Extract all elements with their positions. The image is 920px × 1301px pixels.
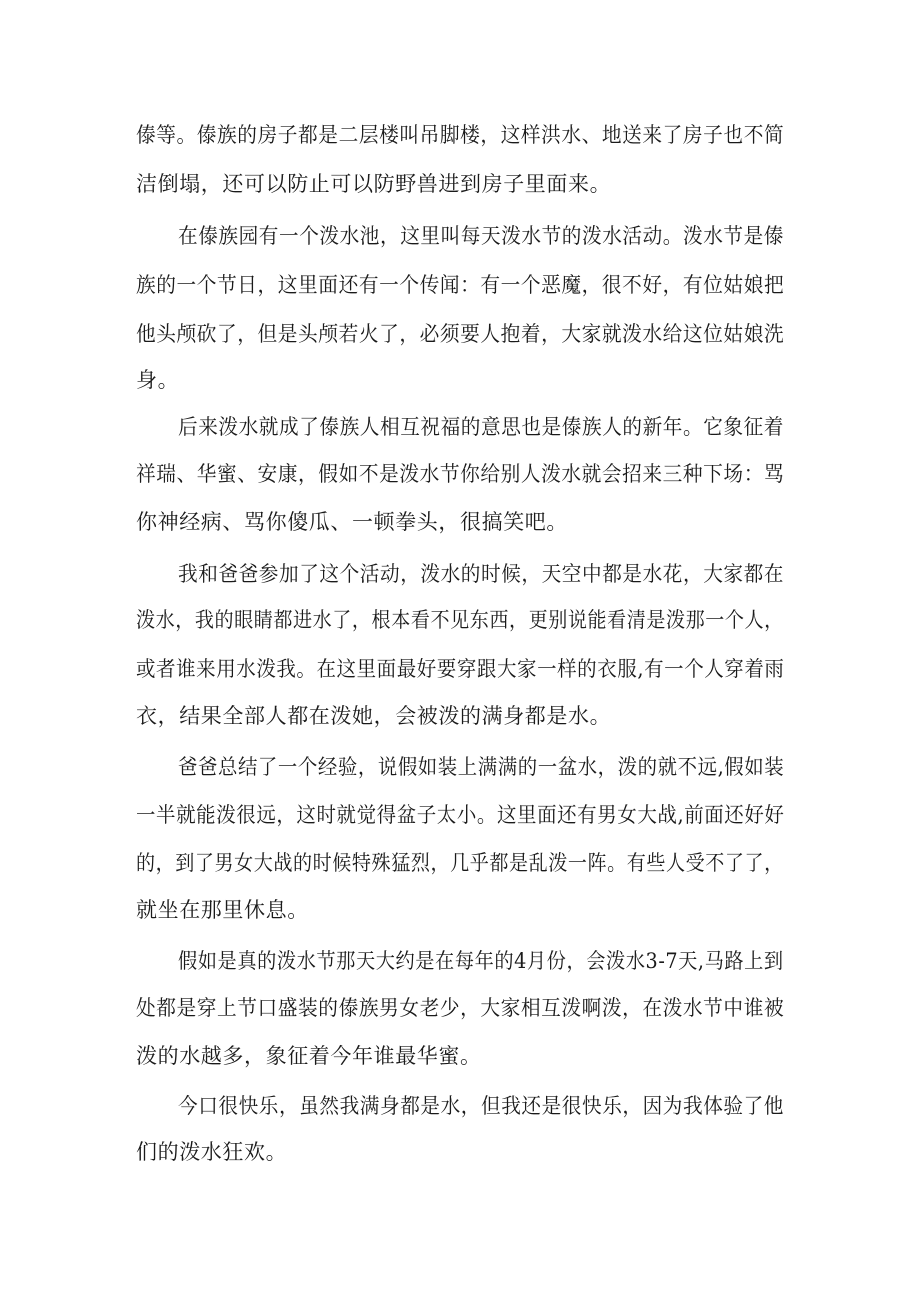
text-line: 们的泼水狂欢。 bbox=[136, 1140, 288, 1164]
text-line: 在傣族园有一个泼水池，这里叫每天泼水节的泼水活动。泼水节是傣 bbox=[178, 224, 785, 248]
text-line: 的，到了男女大战的时候特殊猛烈，几乎都是乱泼一阵。有些人受不了了， bbox=[136, 851, 784, 875]
text-line: 或者谁来用水泼我。在这里面最好要穿跟大家一样的衣服,有一个人穿着雨 bbox=[136, 657, 785, 681]
text-line: 身。 bbox=[136, 368, 180, 392]
text-line: 后来泼水就成了傣族人相互祝福的意思也是傣族人的新年。它象征着 bbox=[178, 415, 785, 439]
text-line: 你神经病、骂你傻瓜、一顿拳头，很搞笑吧。 bbox=[136, 510, 568, 534]
text-line: 爸爸总结了一个经验，说假如装上满满的一盆水，泼的就不远,假如装 bbox=[178, 755, 785, 779]
text-line: 今口很快乐，虽然我满身都是水，但我还是很快乐，因为我体验了他 bbox=[178, 1094, 785, 1118]
text-line: 处都是穿上节口盛装的傣族男女老少，大家相互泼啊泼，在泼水节中谁被 bbox=[136, 996, 785, 1020]
text-line: 祥瑞、华蜜、安康，假如不是泼水节你给别人泼水就会招来三种下场：骂 bbox=[136, 462, 785, 486]
text-line: 假如是真的泼水节那天大约是在每年的4月份，会泼水3-7天,马路上到 bbox=[178, 949, 784, 973]
text-line: 就坐在那里休息。 bbox=[136, 898, 309, 922]
text-line: 衣，结果全部人都在泼她，会被泼的满身都是水。 bbox=[136, 704, 612, 728]
text-line: 族的一个节日，这里面还有一个传闻：有一个恶魔，很不好，有位姑娘把 bbox=[136, 273, 785, 297]
text-line: 我和爸爸参加了这个活动，泼水的时候，天空中都是水花，大家都在 bbox=[178, 562, 785, 586]
text-line: 洁倒塌，还可以防止可以防野兽进到房子里面来。 bbox=[136, 172, 612, 196]
text-line: 泼水，我的眼睛都进水了，根本看不见东西，更别说能看清是泼那一个人， bbox=[136, 608, 784, 632]
text-line: 一半就能泼很远，这时就觉得盆子太小。这里面还有男女大战,前面还好好 bbox=[136, 803, 785, 827]
text-line: 他头颅砍了，但是头颅若火了，必须要人抱着，大家就泼水给这位姑娘洗 bbox=[136, 322, 785, 346]
text-line: 泼的水越多，象征着今年谁最华蜜。 bbox=[136, 1044, 482, 1068]
text-line: 傣等。傣族的房子都是二层楼叫吊脚楼，这样洪水、地送来了房子也不简 bbox=[136, 123, 785, 147]
